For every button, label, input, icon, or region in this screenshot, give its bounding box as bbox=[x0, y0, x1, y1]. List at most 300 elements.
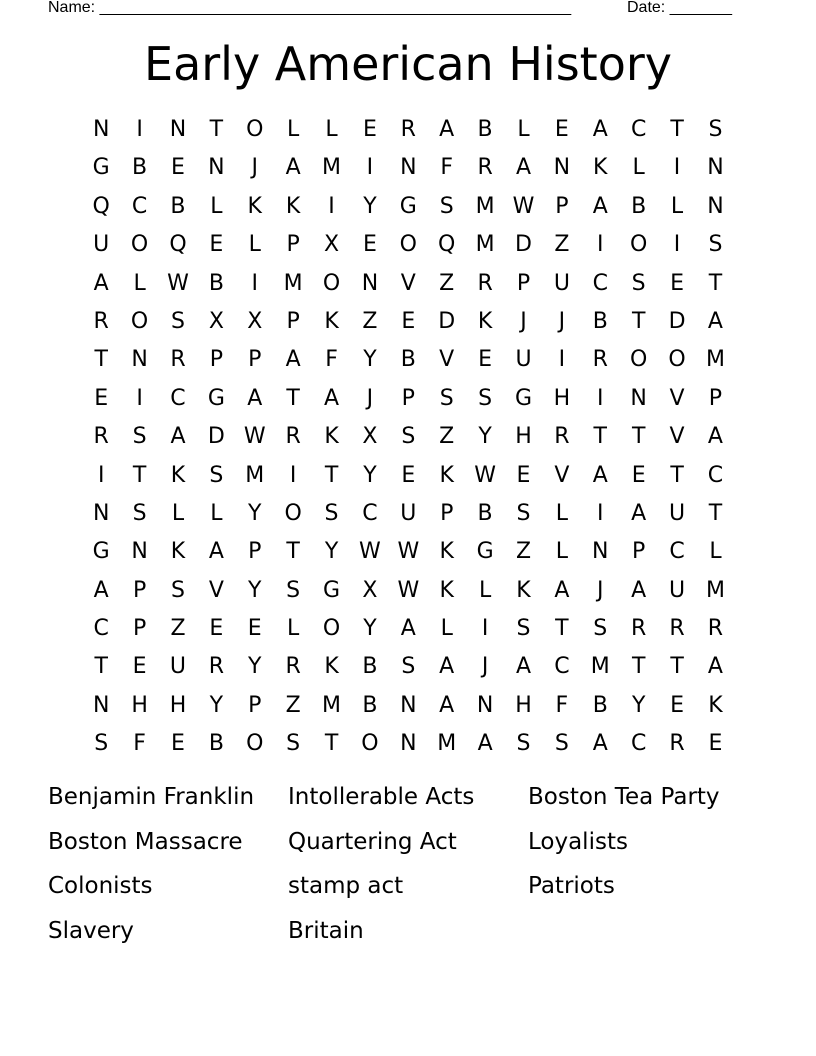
grid-cell[interactable]: T bbox=[670, 654, 684, 680]
grid-cell[interactable]: S bbox=[439, 385, 454, 411]
grid-cell[interactable]: K bbox=[477, 308, 493, 334]
grid-cell[interactable]: N bbox=[707, 193, 724, 219]
grid-cell[interactable]: T bbox=[708, 270, 723, 296]
grid-cell[interactable]: B bbox=[400, 347, 416, 373]
grid-cell[interactable]: K bbox=[170, 462, 186, 488]
grid-cell[interactable]: E bbox=[631, 462, 646, 488]
grid-cell[interactable]: A bbox=[707, 424, 723, 450]
grid-cell[interactable]: V bbox=[669, 385, 685, 411]
grid-cell[interactable]: Q bbox=[169, 232, 187, 258]
grid-cell[interactable]: L bbox=[210, 193, 223, 219]
grid-cell[interactable]: P bbox=[248, 692, 262, 718]
grid-cell[interactable]: G bbox=[92, 155, 110, 181]
grid-cell[interactable]: S bbox=[94, 731, 109, 757]
grid-cell[interactable]: L bbox=[440, 616, 453, 642]
grid-cell[interactable]: K bbox=[439, 577, 454, 603]
grid-cell[interactable]: E bbox=[478, 347, 493, 373]
grid-cell[interactable]: E bbox=[362, 232, 377, 258]
grid-cell[interactable]: F bbox=[133, 731, 146, 757]
grid-cell[interactable]: M bbox=[475, 232, 495, 258]
grid-cell[interactable]: E bbox=[171, 731, 185, 757]
grid-cell[interactable]: C bbox=[554, 654, 570, 680]
grid-cell[interactable]: Y bbox=[248, 577, 262, 603]
grid-cell[interactable]: U bbox=[669, 577, 686, 603]
grid-cell[interactable]: W bbox=[397, 577, 420, 603]
grid-cell[interactable]: N bbox=[131, 539, 148, 565]
grid-cell[interactable]: B bbox=[208, 731, 224, 757]
grid-cell[interactable]: L bbox=[171, 500, 185, 526]
grid-cell[interactable]: R bbox=[170, 347, 186, 373]
grid-cell[interactable]: U bbox=[515, 347, 532, 373]
grid-cell[interactable]: T bbox=[708, 500, 723, 526]
grid-cell[interactable]: U bbox=[669, 500, 686, 526]
grid-cell[interactable]: Y bbox=[363, 462, 377, 488]
grid-cell[interactable]: O bbox=[322, 616, 341, 642]
grid-cell[interactable]: J bbox=[520, 308, 527, 334]
grid-cell[interactable]: E bbox=[132, 654, 147, 680]
grid-cell[interactable]: V bbox=[669, 424, 685, 450]
grid-cell[interactable]: O bbox=[322, 270, 341, 296]
grid-cell[interactable]: G bbox=[399, 193, 417, 219]
grid-cell[interactable]: B bbox=[170, 193, 186, 219]
grid-cell[interactable]: X bbox=[208, 308, 224, 334]
grid-cell[interactable]: S bbox=[170, 577, 185, 603]
grid-cell[interactable]: M bbox=[705, 347, 725, 373]
grid-cell[interactable]: R bbox=[400, 117, 416, 142]
grid-cell[interactable]: N bbox=[592, 539, 609, 565]
grid-cell[interactable]: E bbox=[171, 155, 185, 181]
grid-cell[interactable]: N bbox=[92, 692, 110, 718]
worksheet-header bbox=[0, 0, 816, 20]
grid-cell[interactable]: L bbox=[478, 577, 492, 603]
grid-cell[interactable]: T bbox=[94, 347, 108, 373]
grid-cell[interactable]: C bbox=[93, 616, 109, 642]
grid-cell[interactable]: I bbox=[328, 193, 335, 219]
grid-cell[interactable]: H bbox=[169, 692, 187, 718]
grid-cell[interactable]: A bbox=[93, 577, 109, 603]
grid-cell[interactable]: B bbox=[362, 692, 378, 718]
grid-cell[interactable]: Y bbox=[209, 692, 224, 718]
grid-cell[interactable]: E bbox=[708, 731, 723, 757]
grid-cell[interactable]: C bbox=[131, 193, 148, 219]
grid-cell[interactable]: Y bbox=[248, 500, 262, 526]
grid-cell[interactable]: A bbox=[477, 731, 493, 757]
grid-cell[interactable]: W bbox=[167, 270, 189, 296]
grid-cell[interactable]: C bbox=[630, 731, 647, 757]
grid-cell[interactable]: I bbox=[251, 270, 258, 296]
grid-cell[interactable]: U bbox=[553, 270, 570, 296]
grid-cell[interactable]: J bbox=[366, 385, 374, 411]
grid-cell[interactable]: N bbox=[400, 731, 417, 757]
grid-cell[interactable]: X bbox=[362, 577, 378, 603]
grid-cell[interactable]: N bbox=[400, 155, 417, 181]
grid-cell[interactable]: N bbox=[208, 155, 225, 181]
grid-cell[interactable]: I bbox=[97, 462, 105, 488]
grid-cell[interactable]: K bbox=[324, 424, 339, 450]
grid-cell[interactable]: C bbox=[707, 462, 724, 488]
grid-row bbox=[82, 457, 735, 495]
grid-cell[interactable]: M bbox=[475, 193, 495, 219]
grid-cell[interactable]: J bbox=[251, 155, 258, 181]
grid-cell[interactable]: O bbox=[361, 731, 379, 757]
grid-cell[interactable]: H bbox=[131, 692, 148, 718]
grid-cell[interactable]: A bbox=[592, 462, 608, 488]
grid-cell[interactable]: Q bbox=[92, 193, 110, 219]
grid-cell[interactable]: P bbox=[708, 385, 723, 411]
grid-cell[interactable]: N bbox=[630, 385, 647, 411]
grid-cell[interactable]: E bbox=[209, 232, 224, 258]
grid-cell[interactable]: K bbox=[439, 462, 454, 488]
grid-cell[interactable]: T bbox=[286, 539, 300, 565]
grid-cell[interactable]: K bbox=[247, 193, 262, 219]
grid-cell[interactable]: T bbox=[631, 654, 646, 680]
grid-cell[interactable]: I bbox=[597, 232, 604, 258]
grid-cell[interactable]: B bbox=[631, 193, 647, 219]
grid-cell[interactable]: X bbox=[362, 424, 378, 450]
grid-cell[interactable]: A bbox=[592, 193, 608, 219]
grid-cell[interactable]: W bbox=[512, 193, 535, 219]
grid-cell[interactable]: B bbox=[477, 500, 493, 526]
grid-cell[interactable]: A bbox=[631, 577, 647, 603]
grid-cell[interactable]: E bbox=[401, 308, 416, 334]
grid-cell[interactable]: T bbox=[324, 462, 339, 488]
grid-cell[interactable]: U bbox=[93, 232, 110, 258]
grid-cell[interactable]: K bbox=[285, 193, 301, 219]
grid-cell[interactable]: J bbox=[597, 577, 604, 603]
grid-cell[interactable]: S bbox=[132, 500, 147, 526]
grid-cell[interactable]: R bbox=[93, 424, 109, 450]
grid-cell[interactable]: G bbox=[476, 539, 494, 565]
grid-cell[interactable]: M bbox=[590, 654, 610, 680]
grid-row bbox=[82, 341, 735, 379]
grid-cell[interactable]: I bbox=[136, 385, 143, 411]
grid-cell[interactable]: S bbox=[708, 117, 723, 142]
grid-cell[interactable]: O bbox=[630, 347, 648, 373]
grid-cell[interactable]: F bbox=[555, 692, 569, 718]
grid-cell[interactable]: X bbox=[324, 232, 340, 258]
grid-cell[interactable]: S bbox=[209, 462, 224, 488]
grid-cell[interactable]: E bbox=[670, 692, 684, 718]
grid-cell[interactable]: A bbox=[631, 500, 647, 526]
grid-cell[interactable]: C bbox=[669, 539, 685, 565]
grid-cell[interactable]: P bbox=[209, 347, 223, 373]
grid-cell[interactable]: Z bbox=[285, 692, 301, 718]
grid-cell[interactable]: H bbox=[553, 385, 571, 411]
grid-cell[interactable]: T bbox=[555, 616, 569, 642]
grid-cell[interactable]: N bbox=[707, 155, 724, 181]
grid-row bbox=[82, 495, 735, 533]
grid-cell[interactable]: M bbox=[322, 692, 342, 718]
grid-cell[interactable]: Y bbox=[248, 654, 262, 680]
grid-cell[interactable]: O bbox=[668, 347, 686, 373]
grid-cell[interactable]: I bbox=[558, 347, 566, 373]
grid-cell[interactable]: N bbox=[169, 117, 187, 142]
grid-cell[interactable]: R bbox=[592, 347, 608, 373]
grid-cell[interactable]: R bbox=[477, 270, 493, 296]
grid-row bbox=[82, 610, 735, 648]
grid-cell[interactable]: G bbox=[514, 385, 533, 411]
grid-cell[interactable]: A bbox=[592, 117, 608, 142]
grid-cell[interactable]: Z bbox=[554, 232, 570, 258]
grid-cell[interactable]: A bbox=[554, 577, 570, 603]
grid-cell[interactable]: P bbox=[132, 616, 147, 642]
grid-cell[interactable]: P bbox=[248, 539, 262, 565]
grid-cell[interactable]: L bbox=[133, 270, 146, 296]
grid-cell[interactable]: E bbox=[362, 117, 377, 142]
grid-row bbox=[82, 572, 735, 610]
grid-cell[interactable]: R bbox=[707, 616, 724, 642]
grid-cell[interactable]: C bbox=[362, 500, 378, 526]
grid-cell[interactable]: L bbox=[287, 117, 300, 142]
grid-cell[interactable]: A bbox=[400, 616, 416, 642]
grid-cell[interactable]: M bbox=[245, 462, 265, 488]
grid-cell[interactable]: J bbox=[558, 308, 566, 334]
grid-cell[interactable]: P bbox=[516, 270, 531, 296]
grid-cell[interactable]: P bbox=[286, 308, 300, 334]
grid-cell[interactable]: Z bbox=[362, 308, 378, 334]
grid-cell[interactable]: G bbox=[92, 539, 110, 565]
grid-cell[interactable]: A bbox=[324, 385, 340, 411]
grid-cell[interactable]: R bbox=[631, 616, 647, 642]
grid-cell[interactable]: N bbox=[476, 692, 494, 718]
grid-cell[interactable]: P bbox=[248, 347, 262, 373]
grid-cell[interactable]: A bbox=[285, 347, 301, 373]
grid-cell[interactable]: T bbox=[209, 117, 224, 142]
grid-cell[interactable]: E bbox=[94, 385, 109, 411]
grid-cell[interactable]: M bbox=[705, 577, 725, 603]
grid-cell[interactable]: M bbox=[322, 155, 342, 181]
grid-cell[interactable]: B bbox=[592, 308, 608, 334]
grid-cell[interactable]: F bbox=[325, 347, 338, 373]
grid-cell[interactable]: S bbox=[401, 654, 416, 680]
grid-cell[interactable]: J bbox=[481, 654, 489, 680]
grid-cell[interactable]: O bbox=[130, 232, 149, 258]
grid-cell[interactable]: E bbox=[209, 616, 224, 642]
grid-cell[interactable]: P bbox=[286, 232, 300, 258]
grid-cell[interactable]: S bbox=[554, 731, 569, 757]
grid-cell[interactable]: H bbox=[515, 692, 532, 718]
grid-cell[interactable]: A bbox=[247, 385, 263, 411]
grid-cell[interactable]: L bbox=[287, 616, 300, 642]
grid-cell[interactable]: N bbox=[400, 692, 417, 718]
grid-cell[interactable]: L bbox=[248, 232, 261, 258]
grid-cell[interactable]: R bbox=[285, 654, 301, 680]
grid-cell[interactable]: B bbox=[208, 270, 224, 296]
word-bank-item: Loyalists bbox=[528, 828, 628, 855]
grid-cell[interactable]: S bbox=[286, 577, 301, 603]
grid-cell[interactable]: Y bbox=[363, 193, 377, 219]
grid-cell[interactable]: A bbox=[285, 155, 301, 181]
grid-cell[interactable]: O bbox=[130, 308, 149, 334]
grid-cell[interactable]: R bbox=[669, 731, 685, 757]
grid-cell[interactable]: I bbox=[136, 117, 143, 142]
grid-cell[interactable]: Q bbox=[438, 232, 456, 258]
grid-cell[interactable]: E bbox=[670, 270, 684, 296]
grid-cell[interactable]: X bbox=[247, 308, 263, 334]
grid-cell[interactable]: O bbox=[630, 232, 648, 258]
grid-cell[interactable]: T bbox=[670, 462, 684, 488]
grid-cell[interactable]: T bbox=[631, 424, 646, 450]
grid-cell[interactable]: W bbox=[474, 462, 496, 488]
grid-cell[interactable]: P bbox=[555, 193, 569, 219]
grid-cell[interactable]: D bbox=[668, 308, 686, 334]
grid-cell[interactable]: I bbox=[366, 155, 374, 181]
grid-cell[interactable]: A bbox=[439, 117, 455, 142]
grid-cell[interactable]: C bbox=[170, 385, 186, 411]
grid-cell[interactable]: P bbox=[632, 539, 646, 565]
grid-cell[interactable]: S bbox=[516, 616, 531, 642]
grid-cell[interactable]: P bbox=[132, 577, 147, 603]
grid-cell[interactable]: I bbox=[673, 155, 681, 181]
grid-cell[interactable]: N bbox=[553, 155, 571, 181]
grid-cell[interactable]: I bbox=[481, 616, 489, 642]
grid-cell[interactable]: B bbox=[592, 692, 608, 718]
grid-cell[interactable]: T bbox=[132, 462, 147, 488]
grid-cell[interactable]: S bbox=[478, 385, 493, 411]
grid-cell[interactable]: N bbox=[361, 270, 379, 296]
grid-cell[interactable]: A bbox=[707, 308, 723, 334]
grid-cell[interactable]: L bbox=[670, 193, 684, 219]
grid-cell[interactable]: D bbox=[207, 424, 225, 450]
grid-cell[interactable]: I bbox=[597, 385, 604, 411]
grid-cell[interactable]: E bbox=[401, 462, 416, 488]
grid-cell[interactable]: S bbox=[593, 616, 608, 642]
grid-cell[interactable]: E bbox=[247, 616, 262, 642]
grid-cell[interactable]: L bbox=[325, 117, 338, 142]
grid-cell[interactable]: Y bbox=[324, 539, 339, 565]
grid-cell[interactable]: R bbox=[285, 424, 301, 450]
grid-cell[interactable]: O bbox=[284, 500, 302, 526]
grid-cell[interactable]: M bbox=[437, 731, 457, 757]
grid-cell[interactable]: S bbox=[170, 308, 185, 334]
grid-cell[interactable]: U bbox=[400, 500, 417, 526]
grid-cell[interactable]: S bbox=[324, 500, 339, 526]
grid-cell[interactable]: V bbox=[208, 577, 224, 603]
grid-cell[interactable]: I bbox=[289, 462, 297, 488]
grid-cell[interactable]: E bbox=[554, 117, 569, 142]
grid-cell[interactable]: K bbox=[593, 155, 608, 181]
grid-cell[interactable]: R bbox=[477, 155, 493, 181]
grid-cell[interactable]: Y bbox=[363, 616, 377, 642]
grid-row bbox=[82, 149, 735, 187]
grid-cell[interactable]: G bbox=[323, 577, 341, 603]
grid-cell[interactable]: T bbox=[94, 654, 108, 680]
grid-cell[interactable]: L bbox=[555, 500, 569, 526]
grid-cell[interactable]: V bbox=[400, 270, 416, 296]
grid-cell[interactable]: R bbox=[669, 616, 685, 642]
grid-cell[interactable]: T bbox=[670, 117, 684, 142]
grid-cell[interactable]: D bbox=[515, 232, 532, 258]
grid-cell[interactable]: W bbox=[243, 424, 266, 450]
grid-cell[interactable]: T bbox=[593, 424, 607, 450]
grid-cell[interactable]: Y bbox=[363, 347, 377, 373]
grid-cell[interactable]: D bbox=[438, 308, 456, 334]
grid-cell[interactable]: T bbox=[286, 385, 300, 411]
grid-cell[interactable]: C bbox=[592, 270, 608, 296]
grid-cell[interactable]: R bbox=[93, 308, 109, 334]
grid-cell[interactable]: S bbox=[439, 193, 454, 219]
grid-cell[interactable]: Z bbox=[515, 539, 532, 565]
grid-cell[interactable]: P bbox=[401, 385, 415, 411]
grid-cell[interactable]: H bbox=[515, 424, 532, 450]
grid-cell[interactable]: S bbox=[132, 424, 147, 450]
grid-cell[interactable]: S bbox=[401, 424, 416, 450]
grid-cell[interactable]: A bbox=[439, 654, 455, 680]
grid-cell[interactable]: B bbox=[477, 117, 493, 142]
grid-cell[interactable]: A bbox=[208, 539, 224, 565]
grid-cell[interactable]: T bbox=[324, 731, 339, 757]
grid-cell[interactable]: W bbox=[359, 539, 381, 565]
grid-cell[interactable]: Z bbox=[170, 616, 186, 642]
grid-cell[interactable]: N bbox=[92, 500, 110, 526]
grid-cell[interactable]: K bbox=[516, 577, 531, 603]
grid-cell[interactable]: I bbox=[673, 232, 681, 258]
grid-cell[interactable]: S bbox=[286, 731, 301, 757]
grid-cell[interactable]: N bbox=[92, 117, 110, 142]
grid-cell[interactable]: O bbox=[399, 232, 417, 258]
grid-cell[interactable]: Z bbox=[439, 270, 455, 296]
grid-cell[interactable]: L bbox=[555, 539, 569, 565]
grid-cell[interactable]: R bbox=[554, 424, 570, 450]
grid-cell[interactable]: L bbox=[632, 155, 645, 181]
grid-cell[interactable]: O bbox=[246, 117, 264, 142]
grid-cell[interactable]: L bbox=[709, 539, 722, 565]
grid-cell[interactable]: I bbox=[597, 500, 604, 526]
grid-cell[interactable]: V bbox=[554, 462, 570, 488]
page-title: Early American History bbox=[144, 37, 672, 91]
grid-cell[interactable]: A bbox=[707, 654, 723, 680]
grid-cell[interactable]: L bbox=[517, 117, 530, 142]
grid-cell[interactable]: V bbox=[439, 347, 455, 373]
grid-cell[interactable]: S bbox=[631, 270, 646, 296]
grid-cell[interactable]: N bbox=[131, 347, 148, 373]
grid-cell[interactable]: L bbox=[210, 500, 223, 526]
grid-cell[interactable]: Y bbox=[478, 424, 492, 450]
grid-cell[interactable]: W bbox=[397, 539, 420, 565]
grid-cell[interactable]: B bbox=[362, 654, 378, 680]
grid-cell[interactable]: K bbox=[324, 308, 339, 334]
grid-cell[interactable]: K bbox=[170, 539, 186, 565]
grid-cell[interactable]: A bbox=[93, 270, 109, 296]
name-field[interactable]: Name: _____________________________________________________ bbox=[48, 0, 572, 16]
grid-cell[interactable]: A bbox=[515, 654, 532, 680]
grid-cell[interactable]: S bbox=[708, 232, 723, 258]
grid-cell[interactable]: A bbox=[515, 155, 532, 181]
grid-cell[interactable]: B bbox=[132, 155, 148, 181]
grid-cell[interactable]: U bbox=[169, 654, 187, 680]
grid-cell[interactable]: K bbox=[708, 692, 723, 718]
grid-cell[interactable]: F bbox=[440, 155, 454, 181]
grid-cell[interactable]: Y bbox=[631, 692, 646, 718]
date-field[interactable]: Date: _______ bbox=[627, 0, 732, 16]
grid-cell[interactable]: M bbox=[283, 270, 303, 296]
grid-cell[interactable]: K bbox=[324, 654, 339, 680]
grid-cell[interactable]: S bbox=[516, 500, 531, 526]
grid-cell[interactable]: A bbox=[170, 424, 186, 450]
grid-cell[interactable]: G bbox=[207, 385, 225, 411]
grid-cell[interactable]: A bbox=[592, 731, 608, 757]
grid-cell[interactable]: Z bbox=[439, 424, 455, 450]
grid-cell[interactable]: T bbox=[631, 308, 646, 334]
grid-cell[interactable]: O bbox=[246, 731, 264, 757]
grid-cell[interactable]: R bbox=[208, 654, 225, 680]
grid-cell[interactable]: E bbox=[516, 462, 531, 488]
grid-cell[interactable]: P bbox=[440, 500, 454, 526]
grid-cell[interactable]: C bbox=[630, 117, 647, 142]
grid-cell[interactable]: A bbox=[439, 692, 455, 718]
grid-cell[interactable]: S bbox=[516, 731, 531, 757]
grid-cell[interactable]: K bbox=[439, 539, 454, 565]
